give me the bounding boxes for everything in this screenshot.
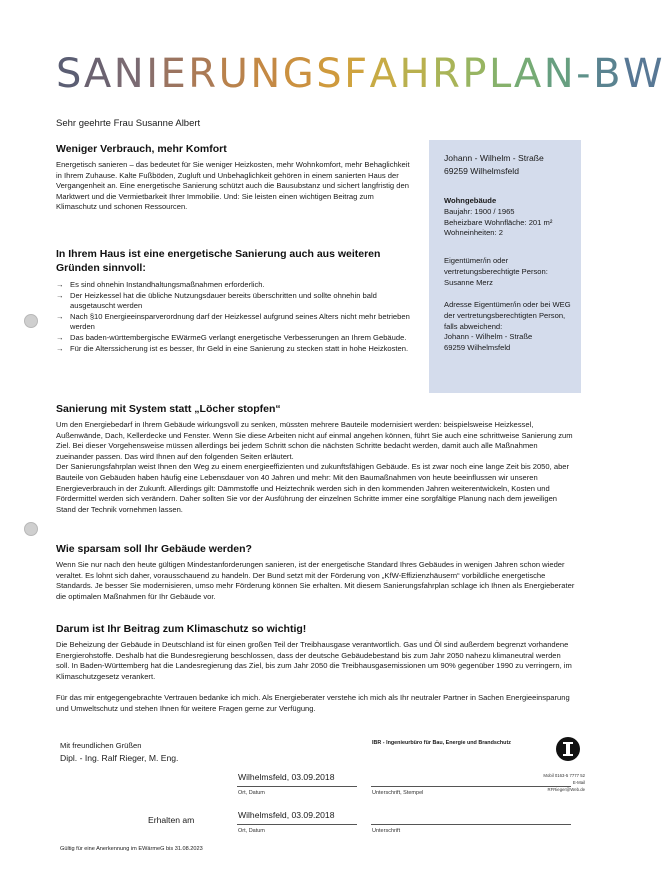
intro-section: [56, 143, 411, 213]
title-letter: F: [344, 51, 370, 97]
place-date-1: Wilhelmsfeld, 03.09.2018: [238, 772, 335, 782]
list-item: → Das baden-württembergische EWärmeG verlangt energetische Verbesserungen an Ihrem Gebäude.: [56, 332, 407, 342]
owner-address-label: Adresse Eigentümer/in oder bei WEG der vertretungsberechtigten Person, falls abweichend:: [444, 300, 571, 331]
title-letter: N: [250, 51, 283, 97]
climate-text: Die Beheizung der Gebäude in Deutschland ist für einen großen Teil der Treibhausgase verantwortlich. Gas und Öl sind außerdem begrenzt vorhandene Energierohstoffe. Deshalb hat die Bundesregierung beschlossen, dass der deutsche Gebäudebestand bis zum Jahr 2050 nahezu klimaneutral werden soll. In Baden-Württemberg hat die Landesregierung das Ziel, bis zum Jahr 2050 die Treibhausgasemissionen um 90% gegenüber 1990 zu verringern, im Klimaschutzgesetz verankert.: [56, 640, 572, 681]
intro-text: Energetisch sanieren – das bedeutet für Sie weniger Heizkosten, mehr Wohnkomfort, mehr Behaglichkeit in Ihrem Zuhause. Kalte Fußböden, Zugluft und Unbehaglichkeit gehören in einem sanierten Haus der Vergangenheit an. Eine energetische Sanierung schützt auch die Bausubstanz und sichert langfristig den Marktwert und die Vermietbarkeit Ihrer Immobilie. Und: Sie leisten einen wichtigen Beitrag zum Klimaschutz und schonen Ressourcen.: [56, 160, 410, 212]
punch-hole-bottom: [24, 522, 38, 536]
system-text-2: Der Sanierungsfahrplan weist Ihnen den Weg zu einem energieeffizienten und zukunftsfähigen Gebäude. Es ist zwar noch eine lange Zeit bis 2050, aber Bauteile von Gebäuden haben häufig eine Lebensdauer von 40 Jahren und mehr: Mit den Baumaßnahmen von heute beeinflussen wir unseren Energieverbrauch in der Zukunft. Allerdings gilt: Dämmstoffe und Heiztechnik werden sich in den kommenden Jahren weiterentwickeln, Kosten und Fördermittel werden sich verändern. Daher sollten Sie vor der Ausführung der einzelnen Schritte immer eine sorgfältige Planung nach dem jeweiligen Stand der Technik vornehmen lassen.: [56, 462, 570, 514]
company-logo-icon: [556, 737, 580, 761]
building-street: Johann - Wilhelm - Straße: [444, 153, 544, 163]
year-built: Baujahr: 1900 / 1965: [444, 206, 515, 216]
title-letter: B: [593, 51, 624, 97]
author-name: Dipl. - Ing. Ralf Rieger, M. Eng.: [60, 753, 179, 763]
reasons-list: [56, 280, 411, 354]
title-letter: L: [489, 51, 514, 97]
date-line-2: [237, 824, 357, 825]
building-type: Wohngebäude: [444, 196, 497, 205]
title-letter: N: [113, 51, 147, 97]
climate-section: [56, 623, 576, 715]
unit-count: Wohneinheiten: 2: [444, 228, 503, 238]
validity-note: Gültig für eine Anerkennung im EWärmeG bis 31.08.2023: [60, 846, 203, 852]
title-letter: A: [83, 51, 114, 97]
list-item: → Für die Alterssicherung ist es besser, Ihr Geld in eine Sanierung zu stecken statt in hohe Heizkosten.: [56, 343, 409, 353]
stamp-email: E-Mail RFRieger@Web.de: [547, 780, 585, 792]
title-letter: S: [316, 51, 345, 97]
signature-line-1: [371, 786, 571, 787]
reasons-heading: In Ihrem Haus ist eine energetische Sanierung auch aus weiteren Gründen sinnvoll:: [56, 248, 381, 274]
title-letter: N: [543, 51, 577, 97]
title-letter: U: [218, 51, 251, 97]
title-letter: H: [399, 51, 433, 97]
title-letter: -: [576, 51, 594, 97]
title-letter: E: [160, 51, 189, 97]
arrow-icon: →: [56, 311, 64, 321]
arrow-icon: →: [56, 290, 64, 300]
owner-name: Susanne Merz: [444, 277, 493, 287]
thrift-section: [56, 543, 576, 602]
reasons-section: [56, 248, 411, 354]
intro-heading: Weniger Verbrauch, mehr Komfort: [56, 143, 227, 155]
closing-block: [60, 740, 178, 764]
date-line-1: [237, 786, 357, 787]
arrow-icon: →: [56, 332, 64, 342]
closing: Mit freundlichen Grüßen: [60, 741, 142, 750]
thrift-text: Wenn Sie nur nach den heute gültigen Mindestanforderungen sanieren, ist der energetische Standard Ihres Gebäudes in wenigen Jahren schon wieder veraltet. Es lohnt sich daher, vorausschauend zu handeln. Der Bund setzt mit der Förderung von „KfW-Effizienzhäusern“ vorbildliche energetische Standards. Je besser Sie modernisieren, umso mehr Förderung können Sie erhalten. Mit diesem Sanierungsfahrplan schlage ich Ihnen als Energieberater die optimalen Maßnahmen für Ihr Gebäude vor.: [56, 560, 575, 601]
thrift-heading: Wie sparsam soll Ihr Gebäude werden?: [56, 543, 252, 555]
owner-label: Eigentümer/in oder vertretungsberechtigte Person:: [444, 256, 548, 276]
salutation: Sehr geehrte Frau Susanne Albert: [56, 118, 201, 129]
building-city: 69259 Wilhelmsfeld: [444, 166, 519, 176]
arrow-icon: →: [56, 280, 64, 289]
title-letter: S: [56, 51, 84, 97]
thanks-text: Für das mir entgegengebrachte Vertrauen bedanke ich mich. Als Energieberater verstehe ich mich als Ihr neutraler Partner in Sachen Energieeinsparung und Umweltschutz und stehen Ihnen für weitere Fragen gerne zur Verfügung.: [56, 693, 570, 713]
list-item: → Nach §10 Energieeinsparverordnung darf der Heizkessel aufgrund seines Alters nicht mehr betrieben werden: [56, 311, 410, 332]
page-title: [56, 50, 665, 98]
system-section: [56, 403, 576, 515]
building-info-box: [429, 140, 581, 393]
signature-line-2: [371, 824, 571, 825]
title-letter: R: [188, 51, 219, 97]
owner-street: Johann - Wilhelm - Straße: [444, 332, 533, 342]
punch-hole-top: [24, 314, 38, 328]
title-letter: P: [462, 51, 490, 97]
title-letter: R: [432, 51, 463, 97]
system-text-1: Um den Energiebedarf in Ihrem Gebäude wirkungsvoll zu senken, müssten mehrere Bauteile modernisiert werden: beispielsweise Heizkessel, Außenwände, Dach, Kellerdecke und Fenster. Wenn Sie diese Arbeiten nicht auf einmal angehen können, führt Sie auch eine schrittweise Sanierung zum Ziel. Bei dieser Vorgehensweise müssen allerdings bei jedem Schritt schon die nächsten Schritte bedacht werden, damit auch alle Maßnahmen zueinander passen. Das wird Ihnen auf den folgenden Seiten erläutert.: [56, 420, 573, 461]
place-date-2: Wilhelmsfeld, 03.09.2018: [238, 810, 335, 820]
system-heading: Sanierung mit System statt „Löcher stopfen“: [56, 403, 281, 415]
list-item: → Es sind ohnehin Instandhaltungsmaßnahmen erforderlich.: [56, 280, 265, 289]
climate-heading: Darum ist Ihr Beitrag zum Klimaschutz so wichtig!: [56, 623, 307, 635]
signature-label-2: Unterschrift: [372, 828, 401, 834]
received-label: Erhalten am: [148, 815, 195, 825]
stamp-company: IBR - Ingenieurbüro für Bau, Energie und Brandschutz: [372, 740, 511, 746]
place-date-label-1: Ort, Datum: [238, 790, 265, 796]
title-letter: G: [282, 51, 317, 97]
list-item: → Der Heizkessel hat die übliche Nutzungsdauer bereits überschritten und sollte ohnehin bald ausgetauscht werden: [56, 290, 377, 311]
title-letter: W: [623, 51, 665, 97]
arrow-icon: →: [56, 343, 64, 353]
title-letter: A: [513, 51, 544, 97]
stamp-contact: [540, 772, 585, 793]
living-area: Beheizbare Wohnfläche: 201 m²: [444, 217, 553, 227]
owner-city: 69259 Wilhelmsfeld: [444, 343, 511, 353]
stamp-phone: Mobil 0163-5 7777 52: [543, 773, 585, 778]
title-letter: A: [369, 51, 400, 97]
place-date-label-2: Ort, Datum: [238, 828, 265, 834]
signature-label-1: Unterschrift, Stempel: [372, 790, 424, 796]
title-letter: I: [146, 51, 161, 97]
